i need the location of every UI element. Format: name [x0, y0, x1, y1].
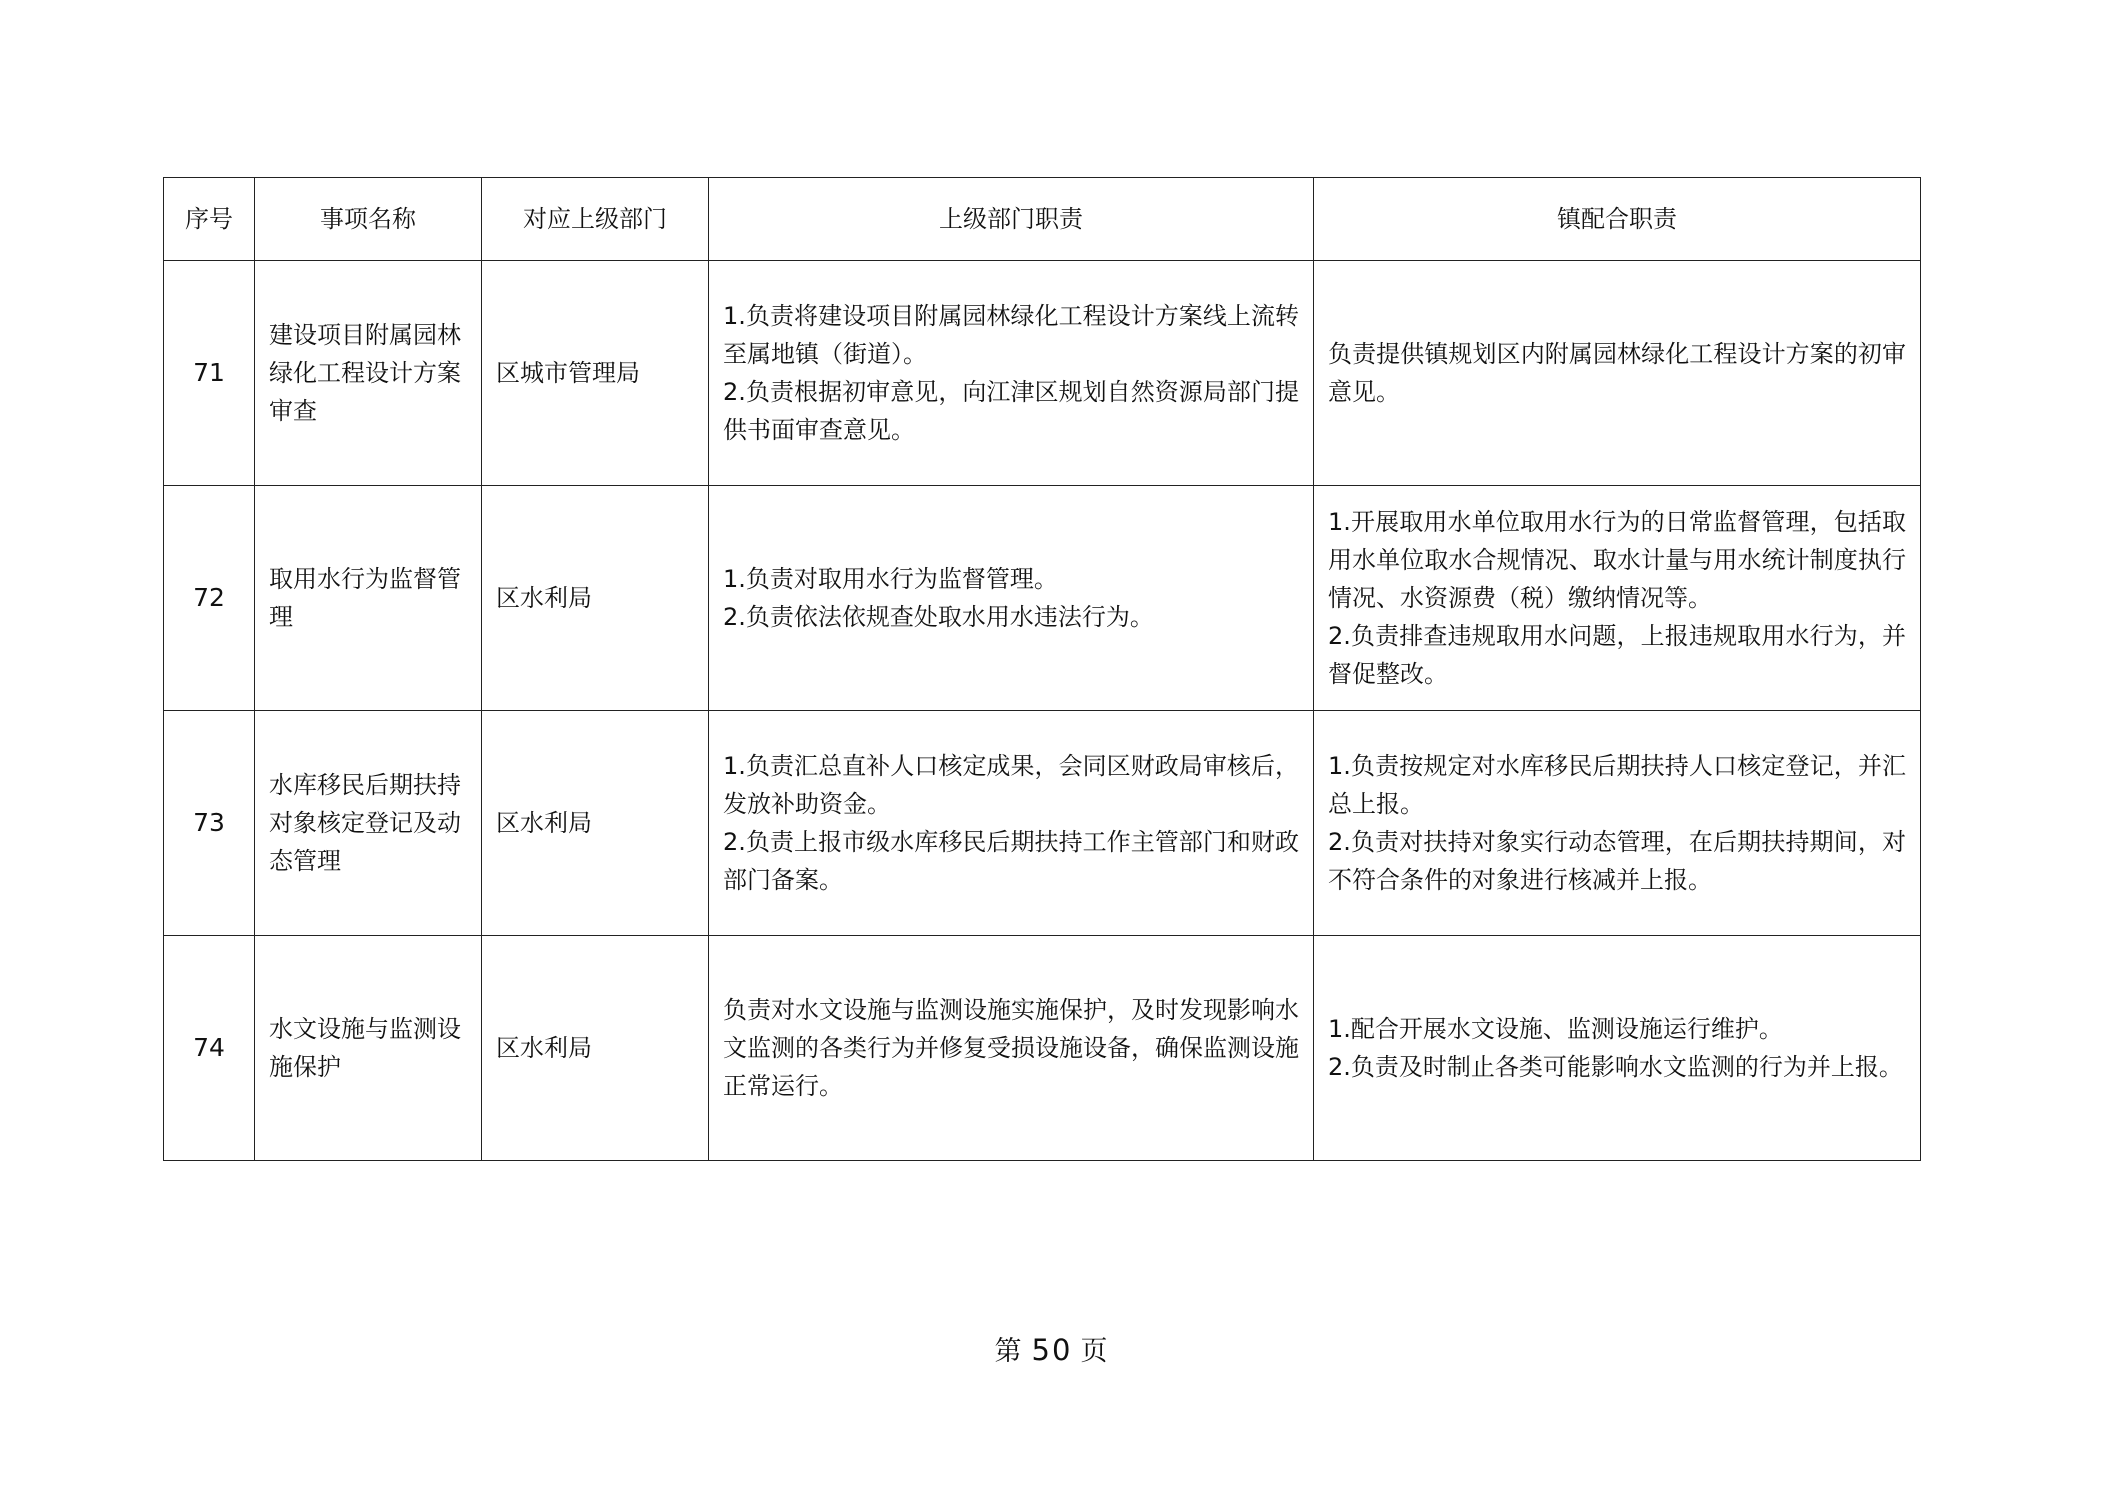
duty-paragraph: 1.负责按规定对水库移民后期扶持人口核定登记，并汇总上报。	[1328, 752, 1906, 818]
row-town-duties	[1314, 261, 1921, 486]
row-superior-department: 区城市管理局	[482, 261, 709, 486]
table-row	[164, 711, 1921, 936]
duty-paragraph: 1.负责汇总直补人口核定成果，会同区财政局审核后，发放补助资金。	[723, 752, 1299, 818]
row-serial-number: 74	[164, 936, 255, 1161]
table-body	[164, 261, 1921, 1161]
header-superior-department: 对应上级部门	[482, 178, 709, 261]
page-number-prefix: 第	[994, 1336, 1024, 1367]
row-serial-number: 73	[164, 711, 255, 936]
header-superior-duties: 上级部门职责	[709, 178, 1314, 261]
row-serial-number: 72	[164, 486, 255, 711]
page-number	[0, 1330, 2104, 1372]
row-superior-department: 区水利局	[482, 711, 709, 936]
duty-paragraph: 负责对水文设施与监测设施实施保护，及时发现影响水文监测的各类行为并修复受损设施设备，确保监测设施正常运行。	[723, 996, 1299, 1100]
row-superior-duties	[709, 486, 1314, 711]
duty-paragraph: 2.负责及时制止各类可能影响水文监测的行为并上报。	[1328, 1053, 1903, 1081]
row-item-name: 取用水行为监督管理	[255, 486, 482, 711]
duty-paragraph: 1.负责对取用水行为监督管理。	[723, 565, 1058, 593]
table-header	[164, 178, 1921, 261]
duty-paragraph: 1.负责将建设项目附属园林绿化工程设计方案线上流转至属地镇（街道）。	[723, 302, 1299, 368]
row-superior-department: 区水利局	[482, 486, 709, 711]
duty-paragraph: 2.负责依法依规查处取水用水违法行为。	[723, 603, 1154, 631]
row-town-duties	[1314, 936, 1921, 1161]
table-row	[164, 261, 1921, 486]
duty-paragraph: 1.配合开展水文设施、监测设施运行维护。	[1328, 1015, 1783, 1043]
duty-paragraph: 2.负责根据初审意见，向江津区规划自然资源局部门提供书面审查意见。	[723, 378, 1299, 444]
row-serial-number: 71	[164, 261, 255, 486]
duty-paragraph: 2.负责对扶持对象实行动态管理，在后期扶持期间，对不符合条件的对象进行核减并上报。	[1328, 828, 1906, 894]
table-row	[164, 936, 1921, 1161]
row-superior-department: 区水利局	[482, 936, 709, 1161]
page-number-suffix: 页	[1080, 1336, 1110, 1367]
duty-paragraph: 1.开展取用水单位取用水行为的日常监督管理，包括取用水单位取水合规情况、取水计量与用水统计制度执行情况、水资源费（税）缴纳情况等。	[1328, 508, 1906, 612]
row-item-name: 水文设施与监测设施保护	[255, 936, 482, 1161]
table-row	[164, 486, 1921, 711]
row-item-name: 建设项目附属园林绿化工程设计方案审查	[255, 261, 482, 486]
duty-paragraph: 2.负责排查违规取用水问题，上报违规取用水行为，并督促整改。	[1328, 622, 1906, 688]
header-row	[164, 178, 1921, 261]
responsibility-table	[163, 177, 1921, 1161]
header-serial-number: 序号	[164, 178, 255, 261]
row-superior-duties	[709, 261, 1314, 486]
duty-paragraph: 2.负责上报市级水库移民后期扶持工作主管部门和财政部门备案。	[723, 828, 1299, 894]
row-town-duties	[1314, 486, 1921, 711]
header-town-duties: 镇配合职责	[1314, 178, 1921, 261]
row-town-duties	[1314, 711, 1921, 936]
row-superior-duties	[709, 936, 1314, 1161]
duty-paragraph: 负责提供镇规划区内附属园林绿化工程设计方案的初审意见。	[1328, 340, 1906, 406]
page-number-value: 50	[1031, 1333, 1073, 1367]
row-item-name: 水库移民后期扶持对象核定登记及动态管理	[255, 711, 482, 936]
header-item-name: 事项名称	[255, 178, 482, 261]
row-superior-duties	[709, 711, 1314, 936]
